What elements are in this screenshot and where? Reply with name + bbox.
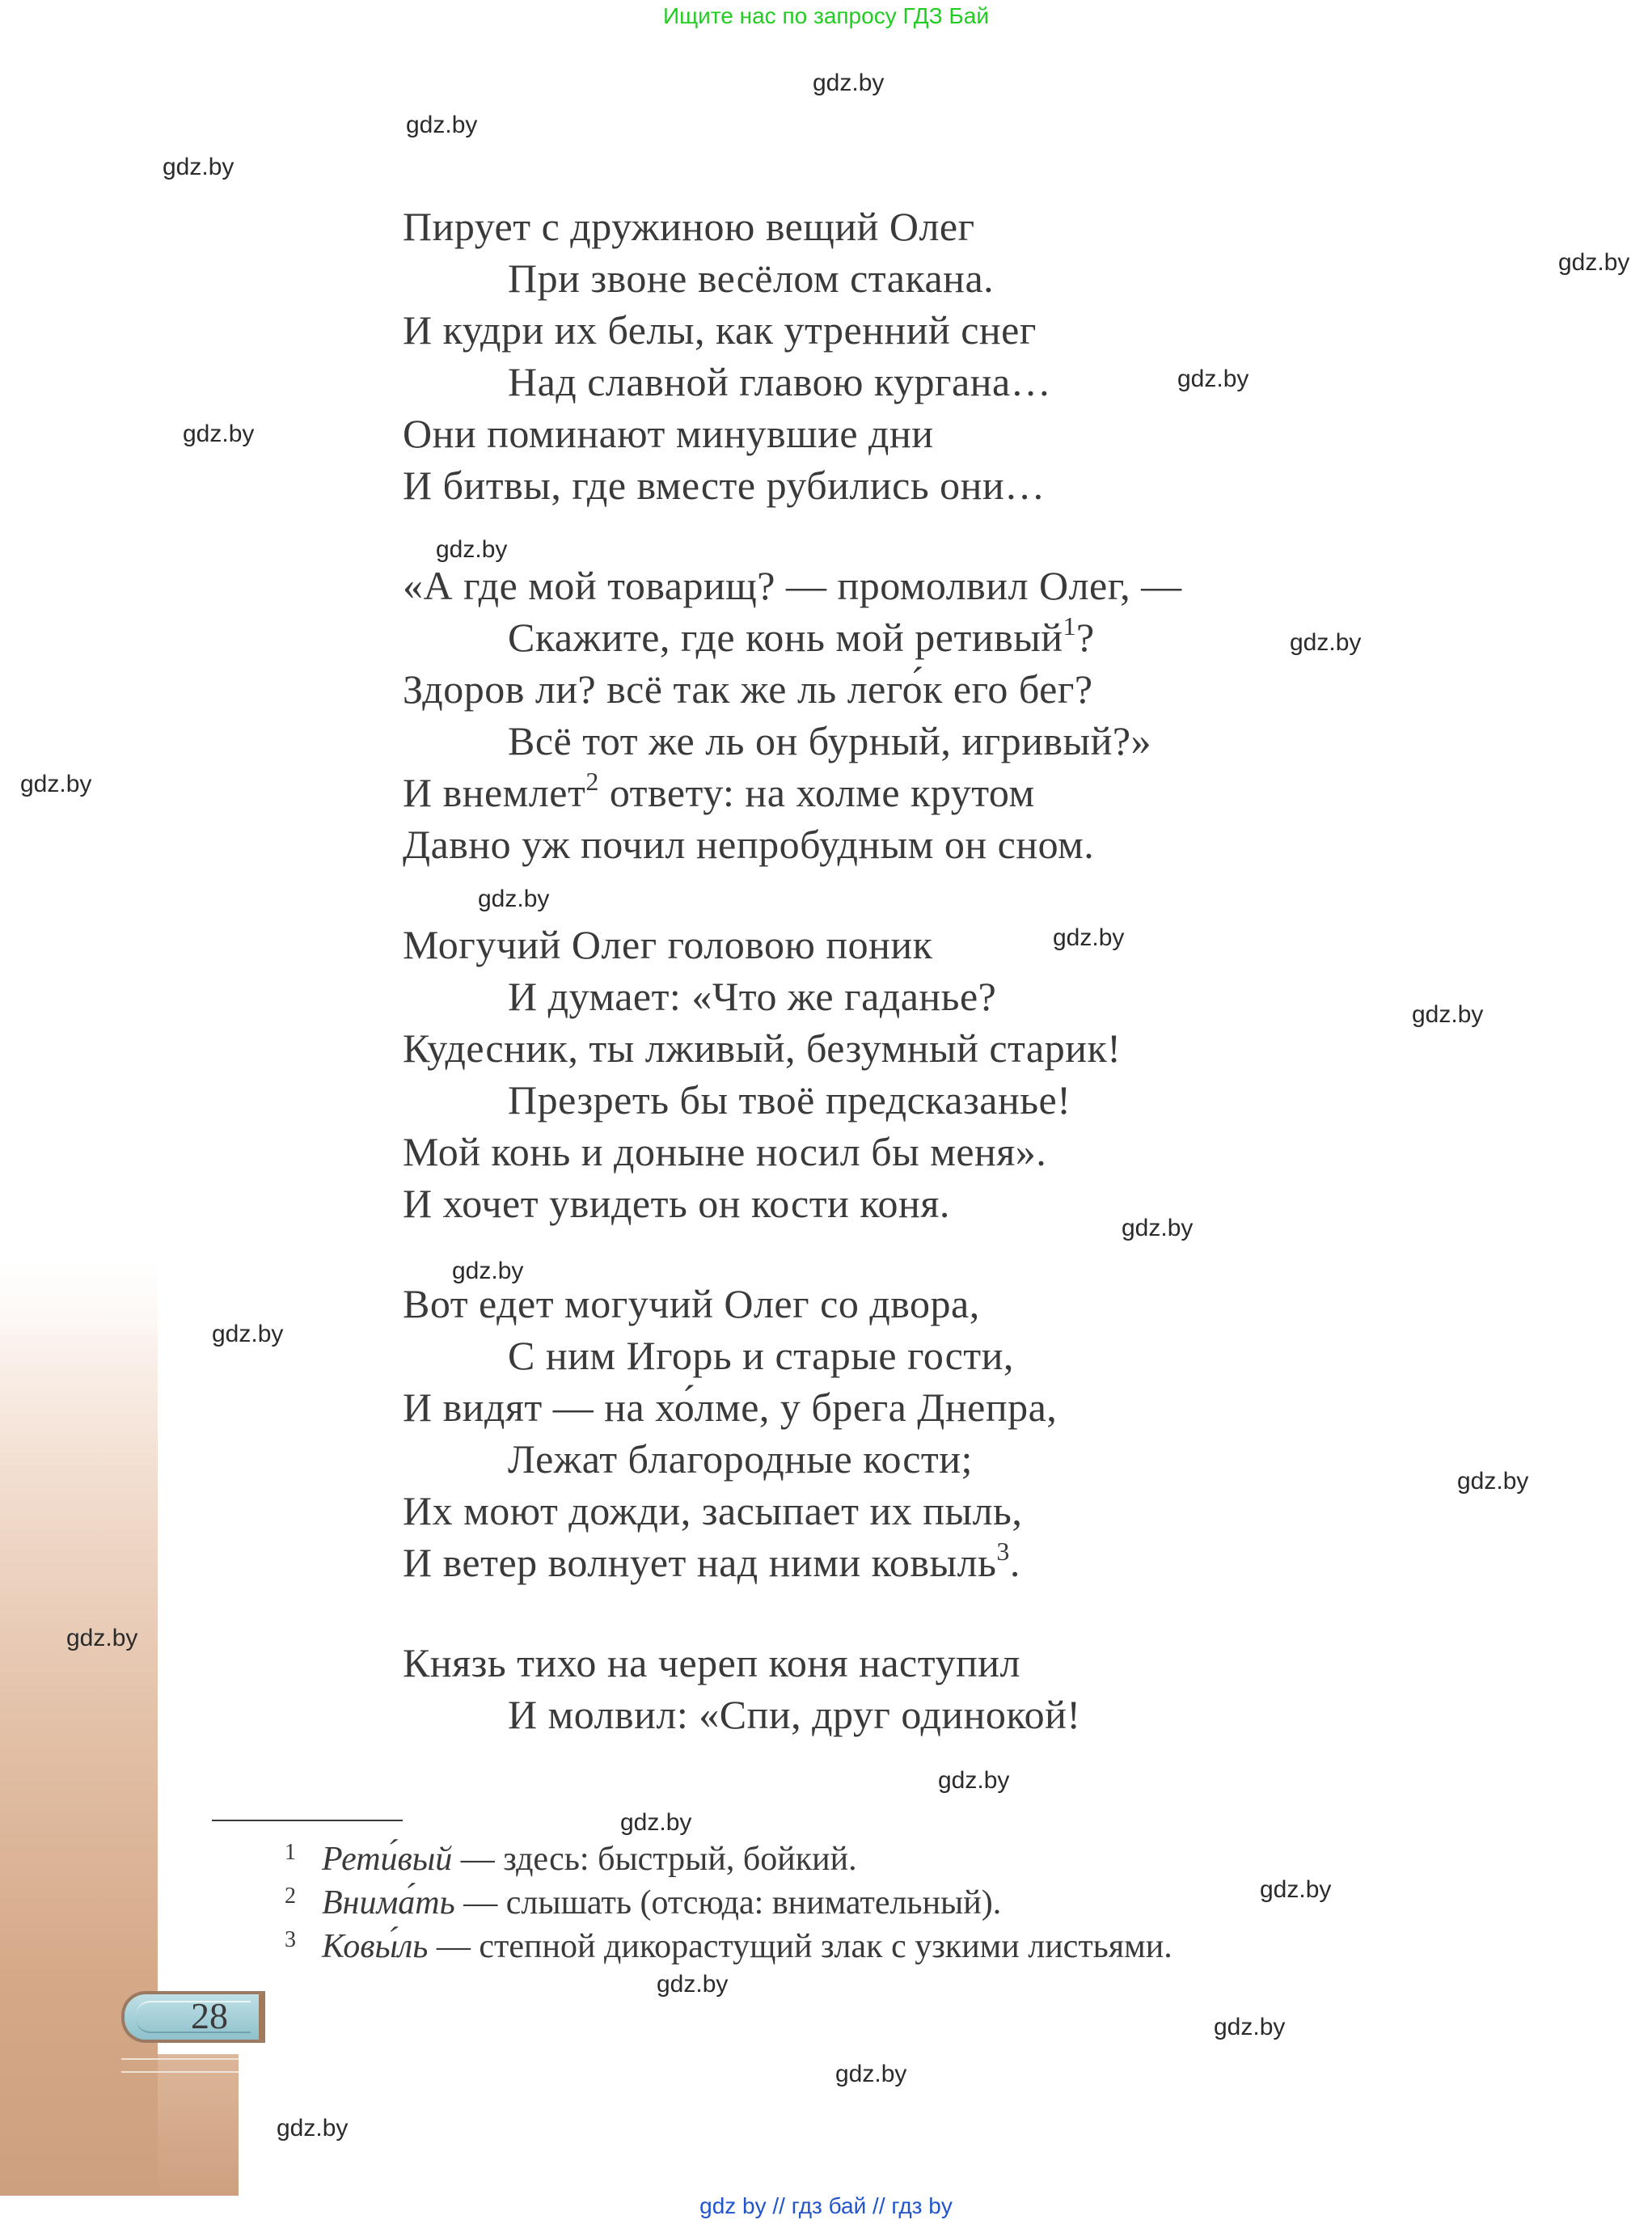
poem-line: Над славной главою кургана…: [508, 359, 1052, 404]
poem-line: Лежат благородные кости;: [508, 1436, 973, 1482]
poem-line: При звоне весёлом стакана.: [508, 256, 995, 301]
watermark: gdz.by: [657, 1971, 729, 1998]
poem: [403, 201, 1454, 1789]
poem-line: С ним Игорь и старые гости,: [508, 1333, 1014, 1378]
poem-line: «А где мой товарищ? — промолвил Олег, —: [403, 563, 1182, 608]
footnote-term: Внима́ть: [322, 1884, 455, 1922]
watermark: gdz.by: [406, 112, 478, 138]
poem-line-text: И внемлет: [403, 770, 586, 815]
poem-line: Здоров ли? всё так же ль лего́к его бег?: [403, 666, 1093, 712]
poem-line: И кудри их белы, как утренний снег: [403, 307, 1037, 353]
poem-line: [403, 767, 1454, 818]
watermark: gdz.by: [436, 536, 508, 563]
watermark: gdz.by: [1290, 629, 1362, 656]
watermark: gdz.by: [835, 2061, 907, 2087]
poem-line: [403, 1537, 1454, 1588]
footnote: [285, 1925, 1498, 1968]
watermark: gdz.by: [1053, 924, 1125, 951]
poem-line: И молвил: «Спи, друг одинокой!: [508, 1692, 1081, 1737]
stanza: [403, 919, 1454, 1229]
watermark: gdz.by: [1260, 1876, 1332, 1903]
page-number: 28: [191, 1995, 228, 2036]
footnote: [285, 1837, 1498, 1881]
poem-line: Презреть бы твоё предсказанье!: [508, 1077, 1071, 1123]
watermark: gdz.by: [1412, 1001, 1484, 1028]
stanza: [403, 1637, 1454, 1740]
poem-line: Давно уж почил непробудным он сном.: [403, 822, 1095, 867]
poem-line: И хочет увидеть он кости коня.: [403, 1181, 950, 1226]
poem-line: Могучий Олег головою поник: [403, 922, 933, 967]
poem-line: И думает: «Что же гаданье?: [508, 974, 997, 1019]
footnote-ref: 3: [996, 1537, 1010, 1566]
watermark: gdz.by: [1457, 1468, 1529, 1495]
poem-line-text: ответу: на холме крутом: [598, 770, 1035, 815]
footnote-text: — здесь: быстрый, бойкий.: [452, 1841, 857, 1878]
watermark: gdz.by: [813, 70, 885, 96]
poem-line-text: Скажите, где конь мой ретивый: [508, 615, 1063, 660]
header-banner-link[interactable]: Ищите нас по запросу ГДЗ Бай: [662, 3, 990, 28]
watermark: gdz.by: [938, 1767, 1010, 1794]
page-lines-decoration: [121, 2058, 239, 2073]
poem-line: Их моют дожди, засыпает их пыль,: [403, 1488, 1023, 1533]
poem-line: Князь тихо на череп коня наступил: [403, 1640, 1020, 1685]
watermark: gdz.by: [452, 1258, 524, 1284]
poem-line: Кудесник, ты лживый, безумный старик!: [403, 1025, 1122, 1071]
watermark: gdz.by: [1122, 1215, 1194, 1241]
watermark: gdz.by: [277, 2115, 349, 2142]
footnote-number: 1: [285, 1840, 296, 1865]
poem-line: Всё тот же ль он бурный, игривый?»: [508, 718, 1152, 763]
footer-banner-link[interactable]: gdz by // гдз бай // гдз by: [699, 2193, 953, 2218]
watermark: gdz.by: [620, 1809, 692, 1836]
poem-line-text: ?: [1076, 615, 1095, 660]
stanza: [403, 201, 1454, 511]
footnote: [285, 1881, 1498, 1925]
poem-line: Пирует с дружиною вещий Олег: [403, 204, 975, 249]
poem-line-text: И ветер волнует над ними ковыль: [403, 1540, 997, 1585]
watermark: gdz.by: [1177, 366, 1249, 392]
stanza: [403, 560, 1454, 870]
watermark: gdz.by: [183, 421, 255, 447]
footnote-ref: 1: [1063, 611, 1077, 641]
footnotes: [285, 1837, 1498, 1968]
footnote-term: Рети́вый: [322, 1841, 453, 1878]
watermark: gdz.by: [20, 771, 92, 797]
footnote-ref: 2: [585, 767, 599, 796]
poem-line: И видят — на хо́лме, у брега Днепра,: [403, 1385, 1058, 1430]
footnote-term: Ковы́ль: [322, 1928, 429, 1965]
watermark: gdz.by: [163, 154, 234, 180]
watermark: gdz.by: [478, 886, 550, 912]
stanza: [403, 1278, 1454, 1588]
poem-line-text: .: [1009, 1540, 1020, 1585]
watermark: gdz.by: [1558, 249, 1630, 276]
footnote-text: — степной дикорастущий злак с узкими листьями.: [428, 1928, 1172, 1965]
watermark: gdz.by: [66, 1625, 138, 1651]
poem-line: И битвы, где вместе рубились они…: [403, 463, 1046, 508]
poem-line: Мой конь и доныне носил бы меня».: [403, 1129, 1047, 1174]
footnote-number: 2: [285, 1884, 296, 1909]
footnote-divider: [212, 1820, 403, 1821]
watermark: gdz.by: [1214, 2014, 1286, 2040]
side-decoration-base: [158, 2054, 239, 2196]
watermark: gdz.by: [212, 1321, 284, 1347]
footnote-text: — слышать (отсюда: внимательный).: [454, 1884, 1002, 1922]
poem-line: [403, 611, 1454, 663]
poem-line: Они поминают минувшие дни: [403, 411, 934, 456]
poem-line: Вот едет могучий Олег со двора,: [403, 1281, 980, 1326]
footnote-number: 3: [285, 1927, 296, 1952]
